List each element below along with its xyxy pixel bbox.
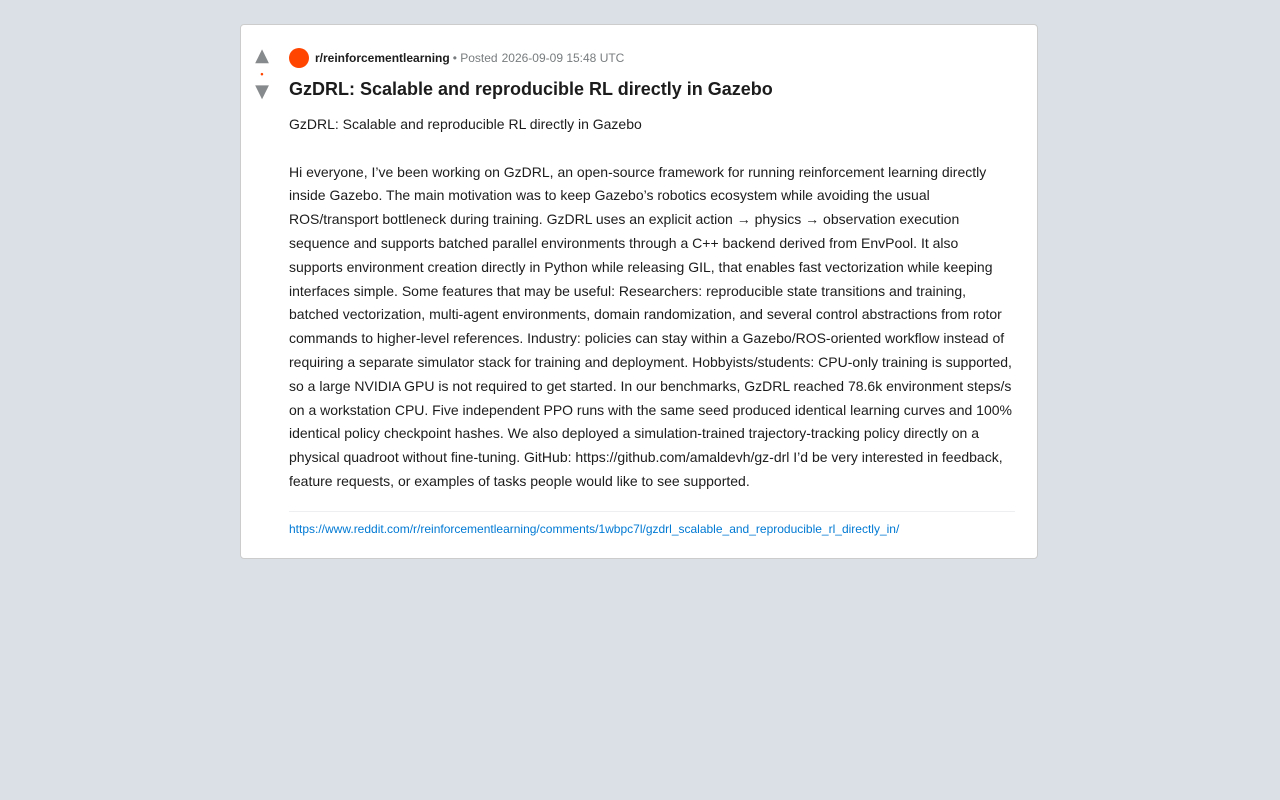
posted-prefix: • Posted [452, 51, 498, 65]
vote-column [252, 47, 272, 101]
downvote-icon[interactable]: ▼ [255, 81, 269, 102]
subreddit-name[interactable]: r/reinforcementlearning [315, 51, 450, 65]
post-timestamp: 2026-09-09 15:48 UTC [501, 51, 625, 65]
divider [289, 511, 1015, 512]
body-paragraph-1: GzDRL: Scalable and reproducible RL directly in Gazebo [289, 116, 642, 132]
post-card [240, 24, 1038, 559]
post-title: GzDRL: Scalable and reproducible RL directly in Gazebo [289, 79, 773, 99]
subreddit-icon [289, 48, 309, 68]
post-body [289, 113, 1015, 494]
vote-score: • [260, 69, 264, 79]
permalink[interactable]: https://www.reddit.com/r/reinforcementlearning/comments/1wbpc7l/gzdrl_scalable_and_reproducible_rl_directly_in/ [289, 522, 900, 536]
post-meta [289, 48, 624, 68]
upvote-icon[interactable]: ▲ [255, 45, 269, 66]
body-paragraph-2: Hi everyone, I’ve been working on GzDRL, an open-source framework for running reinforcement learning directly inside Gazebo. The main motivation was to keep Gazebo’s robotics ecosystem while avoiding the usual ROS/transport bottleneck during training. GzDRL uses an explicit action → physics → observation execution sequence and supports batched parallel environments through a C++ backend derived from EnvPool. It also supports environment creation directly in Python while releasing GIL, that enables fast vectorization while keeping interfaces simple. Some features that may be useful: Researchers: reproducible state transitions and training, batched vectorization, multi-agent environments, domain randomization, and several control abstractions from rotor commands to higher-level references. Industry: policies can stay within a Gazebo/ROS-oriented workflow instead of requiring a separate simulator stack for training and deployment. Hobbyists/students: CPU-only training is supported, so a large NVIDIA GPU is not required to get started. In our benchmarks, GzDRL reached 78.6k environment steps/s on a workstation CPU. Five independent PPO runs with the same seed produced identical learning curves and 100% identical policy checkpoint hashes. We also deployed a simulation-trained trajectory-tracking policy directly on a physical quadroot without fine-tuning. GitHub: https://github.com/amaldevh/gz-drl I’d be very interested in feedback, feature requests, or examples of tasks people would like to see supported. [289, 163, 1012, 489]
